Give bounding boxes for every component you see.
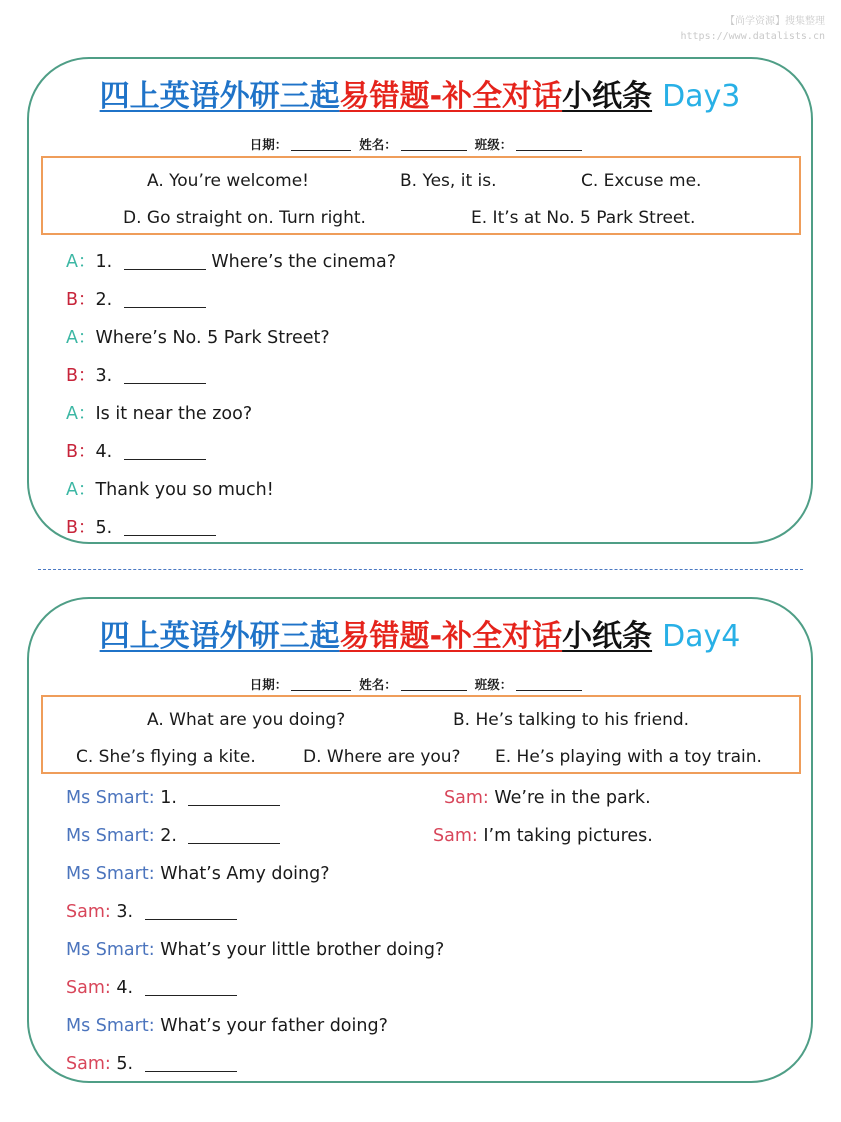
dialogue-line-4 (66, 362, 206, 387)
dialogue-line-3 (66, 826, 280, 846)
watermark-text: 【尚学资源】搜集整理 (725, 16, 825, 27)
answer-blank-1[interactable] (124, 269, 206, 270)
answer-blank-2[interactable] (188, 843, 280, 844)
dialogue-line-3 (66, 324, 330, 349)
class-label: 班级： (474, 677, 513, 692)
dialogue-line-5 (66, 400, 252, 425)
title-part-3: 小纸条 (562, 619, 653, 654)
speaker-sam: Sam: (66, 1054, 111, 1074)
speaker-b: B： (66, 518, 96, 538)
class-blank[interactable] (516, 150, 582, 151)
dialogue-line-6 (66, 902, 237, 922)
name-label: 姓名： (359, 677, 397, 692)
speaker-b: B： (66, 442, 96, 462)
date-blank[interactable] (291, 150, 351, 151)
class-label: 班级： (474, 137, 513, 152)
option-c: C. Excuse me. (581, 171, 702, 191)
speaker-b: B： (66, 366, 96, 386)
option-b: B. Yes, it is. (400, 171, 497, 191)
speaker-sam: Sam: (444, 788, 489, 808)
speaker-a: A： (66, 404, 96, 424)
name-blank[interactable] (401, 690, 467, 691)
options-box (41, 695, 801, 774)
dialogue-line-5 (66, 864, 330, 884)
cut-line-divider (38, 569, 803, 570)
line-text: What’s Amy doing? (160, 864, 330, 884)
line-text: Is it near the zoo? (95, 404, 253, 424)
worksheet-card-day3 (27, 57, 813, 544)
title-part-2: 易错题-补全对话 (339, 79, 563, 114)
date-label: 日期： (249, 137, 288, 152)
name-label: 姓名： (359, 137, 397, 152)
speaker-ms-smart: Ms Smart: (66, 1016, 155, 1036)
options-box (41, 156, 801, 235)
speaker-a: A： (66, 328, 96, 348)
option-c: C. She’s flying a kite. (76, 747, 256, 767)
speaker-ms-smart: Ms Smart: (66, 864, 155, 884)
line-text: We’re in the park. (494, 788, 651, 808)
answer-blank-4[interactable] (124, 459, 206, 460)
date-blank[interactable] (291, 690, 351, 691)
line-text: Thank you so much! (95, 480, 274, 500)
answer-blank-5[interactable] (145, 1071, 237, 1072)
line-text: 2. (160, 826, 183, 846)
answer-blank-2[interactable] (124, 307, 206, 308)
dialogue-line-7 (66, 940, 444, 960)
speaker-a: A： (66, 480, 96, 500)
line-text: 1. (95, 252, 118, 272)
speaker-ms-smart: Ms Smart: (66, 826, 155, 846)
dialogue-line-2 (66, 286, 206, 311)
dialogue-line-8 (66, 514, 216, 539)
option-d: D. Go straight on. Turn right. (123, 208, 366, 228)
line-text: 1. (160, 788, 183, 808)
line-text: 3. (95, 366, 118, 386)
card-title (29, 617, 811, 657)
line-text: What’s your little brother doing? (160, 940, 445, 960)
title-part-1: 四上英语外研三起 (99, 619, 340, 654)
option-e: E. It’s at No. 5 Park Street. (471, 208, 696, 228)
name-blank[interactable] (401, 150, 467, 151)
line-text: 4. (116, 978, 139, 998)
dialogue-line-8 (66, 978, 237, 998)
title-part-3: 小纸条 (562, 79, 653, 114)
option-a: A. What are you doing? (147, 710, 346, 730)
answer-blank-3[interactable] (145, 919, 237, 920)
speaker-sam: Sam: (66, 978, 111, 998)
dialogue-line-1 (66, 788, 280, 808)
line-text: 2. (95, 290, 118, 310)
line-text: 5. (116, 1054, 139, 1074)
dialogue-line-9 (66, 1016, 388, 1036)
meta-row (29, 135, 811, 153)
title-day: Day3 (662, 79, 741, 114)
answer-blank-3[interactable] (124, 383, 206, 384)
line-text: Where’s No. 5 Park Street? (95, 328, 330, 348)
speaker-ms-smart: Ms Smart: (66, 940, 155, 960)
option-b: B. He’s talking to his friend. (453, 710, 690, 730)
dialogue-line-1 (66, 248, 396, 273)
meta-row (29, 675, 811, 693)
answer-blank-5[interactable] (124, 535, 216, 536)
line-text: I’m taking pictures. (483, 826, 653, 846)
line-text-after: Where’s the cinema? (205, 252, 396, 272)
option-e: E. He’s playing with a toy train. (495, 747, 762, 767)
dialogue-line-7 (66, 476, 274, 501)
answer-blank-4[interactable] (145, 995, 237, 996)
title-part-2: 易错题-补全对话 (339, 619, 563, 654)
dialogue-line-2 (444, 788, 651, 808)
speaker-a: A： (66, 252, 96, 272)
line-text: 3. (116, 902, 139, 922)
dialogue-line-10 (66, 1054, 237, 1074)
line-text: What’s your father doing? (160, 1016, 388, 1036)
line-text: 4. (95, 442, 118, 462)
date-label: 日期： (249, 677, 288, 692)
line-text: 5. (95, 518, 118, 538)
speaker-sam: Sam: (433, 826, 478, 846)
speaker-b: B： (66, 290, 96, 310)
card-title (29, 77, 811, 117)
worksheet-card-day4 (27, 597, 813, 1083)
title-day: Day4 (662, 619, 741, 654)
title-part-1: 四上英语外研三起 (99, 79, 340, 114)
speaker-sam: Sam: (66, 902, 111, 922)
answer-blank-1[interactable] (188, 805, 280, 806)
speaker-ms-smart: Ms Smart: (66, 788, 155, 808)
dialogue-line-4 (433, 826, 653, 846)
watermark (681, 14, 826, 44)
watermark-url: https://www.datalists.cn (680, 31, 825, 42)
dialogue-line-6 (66, 438, 206, 463)
option-a: A. You’re welcome! (147, 171, 309, 191)
option-d: D. Where are you? (303, 747, 461, 767)
class-blank[interactable] (516, 690, 582, 691)
